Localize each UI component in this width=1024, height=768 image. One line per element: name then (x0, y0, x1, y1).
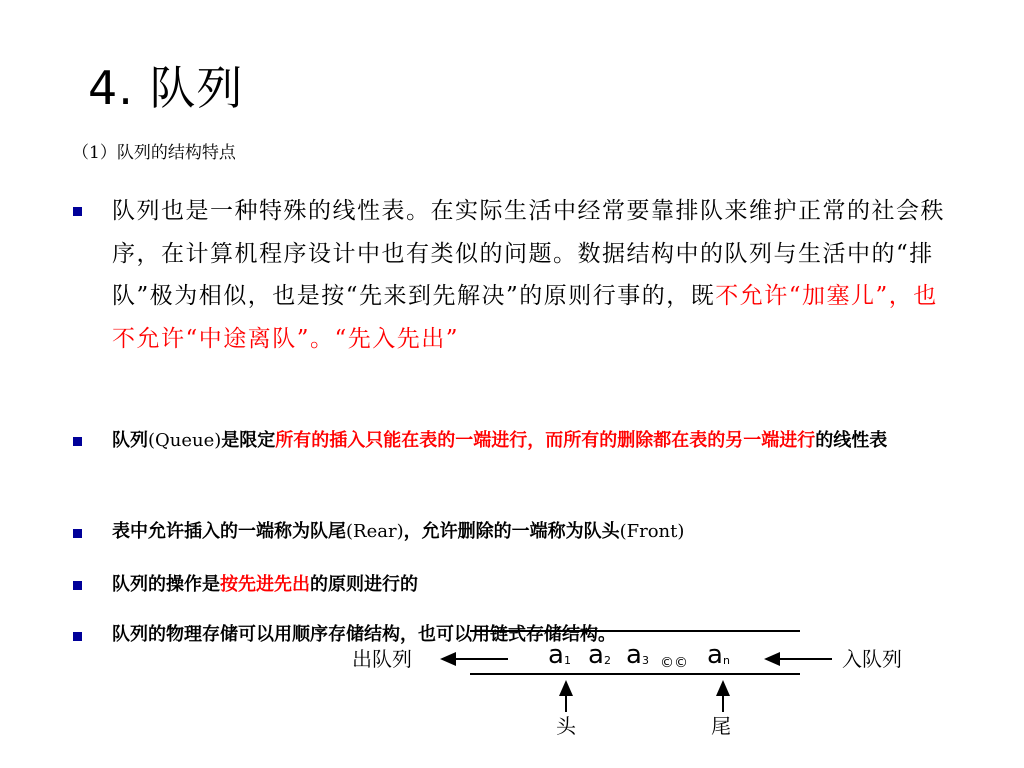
bullet-1-text (112, 190, 948, 360)
section-subtitle: （1）队列的结构特点 (72, 143, 236, 163)
head-label: 头 (556, 714, 576, 738)
bullet-4-seg3: 的原则进行的 (310, 574, 418, 595)
dequeue-arrowhead-icon (440, 652, 456, 666)
bullet-2-seg1: 队列 (112, 430, 148, 451)
queue-element-a3: $a_3$ (626, 640, 649, 670)
bullet-4-seg1: 队列的操作是 (112, 574, 220, 595)
queue-element-an: $a_n$ (707, 640, 730, 670)
bullet-2-seg5: 的线性表 (815, 430, 888, 451)
bullet-marker-icon (73, 529, 82, 538)
enqueue-label: 入队列 (842, 647, 902, 671)
head-arrowhead-icon (559, 680, 573, 696)
queue-element-a1: $a_1$ (548, 640, 571, 670)
bullet-4-text (112, 568, 948, 602)
bullet-2-highlight: 所有的插入只能在表的一端进行，而所有的删除都在表的另一端进行 (275, 430, 816, 451)
bullet-marker-icon (73, 207, 82, 216)
bullet-5-text (112, 618, 948, 652)
bullet-3-text (112, 515, 948, 549)
bullet-1-seg1: 队列也是一种特殊的线性表。在实际生活中经常要靠排队来维护正常的社会秩序，在计算机程序设计中也有类似的问题。数据结构中的队列与生活中的“排队”极为相似，也是按“先来到先解决”的原则行事的，既 (112, 198, 945, 309)
bullet-3-seg1: 表中允许插入的一端称为队尾 (112, 521, 346, 542)
page-title: 4. 队列 (88, 61, 244, 115)
bullet-1-highlight: 不允许“加塞儿”，也不允许“中途离队”。“先入先出” (112, 283, 938, 352)
bullet-marker-icon (73, 632, 82, 641)
bullet-5-seg1: 队列的物理存储可以用顺序存储结构，也可以用链式存储结构。 (112, 624, 616, 645)
bullet-2-seg2: (Queue) (148, 430, 222, 451)
bullet-3-seg3: ，允许删除的一端称为队头 (403, 521, 620, 542)
queue-ellipsis: ©© (660, 655, 688, 671)
tail-label: 尾 (711, 714, 731, 738)
bullet-2-seg3: 是限定 (221, 430, 276, 451)
bullet-3-seg4: (Front) (619, 521, 685, 542)
bullet-2-text (112, 424, 948, 458)
bullet-3-seg2: (Rear) (346, 521, 404, 542)
tail-arrowhead-icon (716, 680, 730, 696)
queue-element-a2: $a_2$ (588, 640, 611, 670)
bullet-marker-icon (73, 437, 82, 446)
enqueue-arrowhead-icon (764, 652, 780, 666)
bullet-marker-icon (73, 581, 82, 590)
dequeue-label: 出队列 (352, 647, 412, 671)
bullet-4-highlight: 按先进先出 (220, 574, 310, 595)
